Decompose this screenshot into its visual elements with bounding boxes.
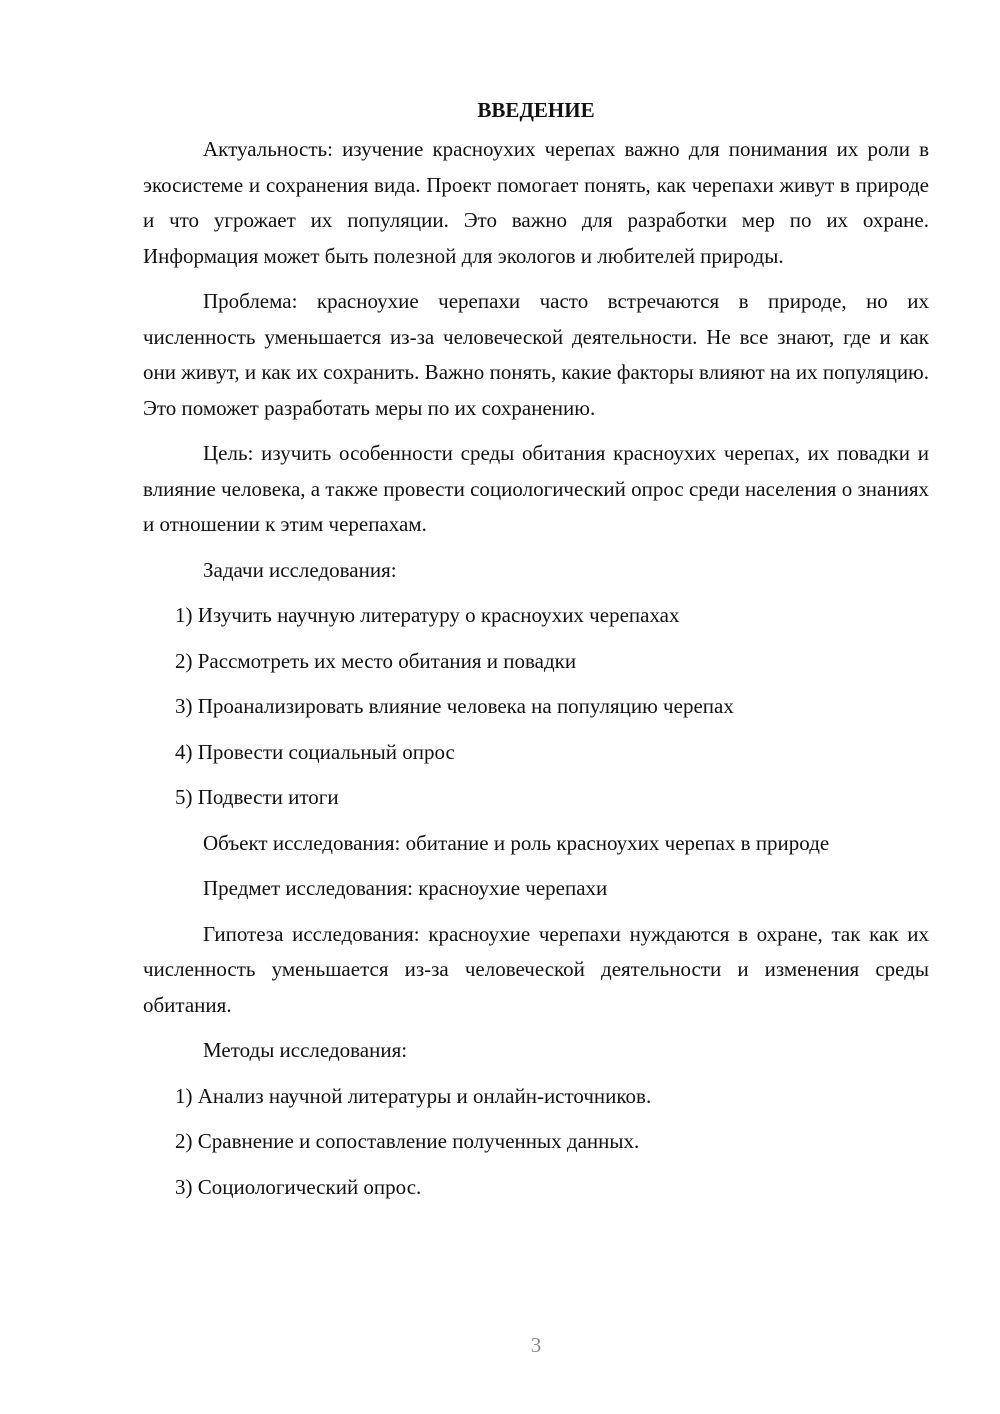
problem-paragraph: Проблема: красноухие черепахи часто встречаются в природе, но их численность уменьшается из-за человеческой деятельности. Не все знают, где и как они живут, и как их сохранить. Важно понять, какие факторы влияют на их популяцию. Это поможет разработать меры по их сохранению. bbox=[143, 289, 929, 420]
list-item: 4) Провести социальный опрос bbox=[175, 739, 455, 764]
tasks-title: Задачи исследования: bbox=[203, 557, 397, 582]
hypothesis-paragraph: Гипотеза исследования: красноухие черепахи нуждаются в охране, так как их численность уменьшается из-за человеческой деятельности и изменения среды обитания. bbox=[143, 921, 929, 1017]
relevance-paragraph: Актуальность: изучение красноухих черепах важно для понимания их роли в экосистеме и сохранения вида. Проект помогает понять, как черепахи живут в природе и что угрожает их популяции. Это важно для разработки мер по их охране. Информация может быть полезной для экологов и любителей природы. bbox=[143, 137, 929, 268]
list-item: 5) Подвести итоги bbox=[175, 785, 339, 809]
page-number: 3 bbox=[530, 1333, 542, 1357]
list-item: 2) Рассмотреть их место обитания и повадки bbox=[175, 648, 577, 673]
methods-list bbox=[143, 1079, 929, 1206]
document-page bbox=[143, 92, 929, 1215]
list-item: 2) Сравнение и сопоставление полученных данных. bbox=[175, 1129, 640, 1153]
list-item: 3) Социологический опрос. bbox=[175, 1174, 422, 1199]
tasks-list bbox=[143, 598, 929, 816]
methods-title: Методы исследования: bbox=[203, 1038, 408, 1062]
object-paragraph: Объект исследования: обитание и роль красноухих черепах в природе bbox=[203, 830, 830, 855]
list-item: 1) Анализ научной литературы и онлайн-источников. bbox=[175, 1083, 652, 1108]
list-item: 1) Изучить научную литературу о красноухих черепахах bbox=[175, 603, 680, 627]
section-heading: ВВЕДЕНИЕ bbox=[477, 98, 595, 122]
list-item: 3) Проанализировать влияние человека на популяцию черепах bbox=[175, 694, 734, 718]
subject-paragraph: Предмет исследования: красноухие черепахи bbox=[203, 876, 608, 900]
goal-paragraph: Цель: изучить особенности среды обитания красноухих черепах, их повадки и влияние человека, а также провести социологический опрос среди населения о знаниях и отношении к этим черепахам. bbox=[143, 441, 929, 536]
